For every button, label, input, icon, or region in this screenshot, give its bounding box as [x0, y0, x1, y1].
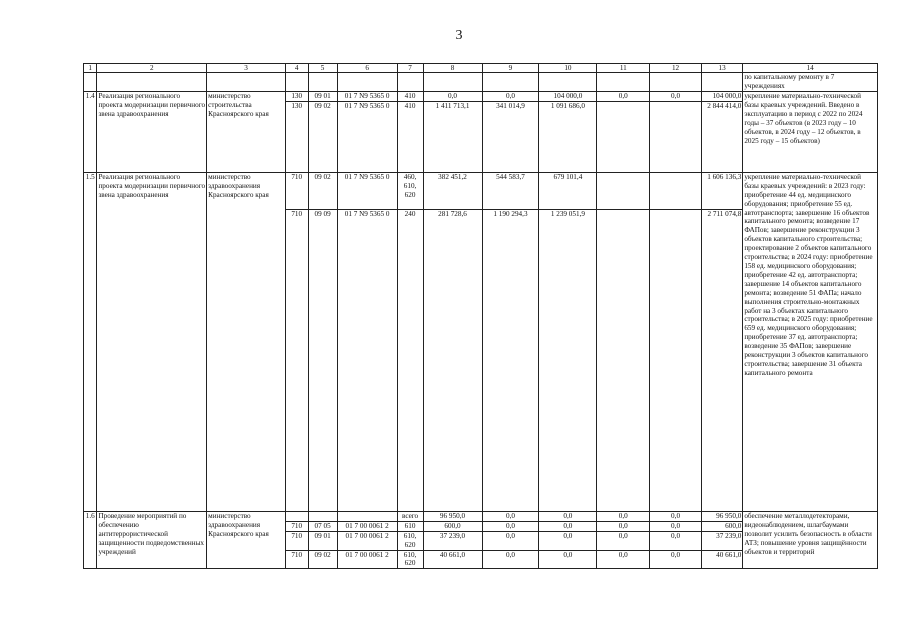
grbs-code: 130 — [285, 92, 308, 102]
amount-total: 96 950,0 — [701, 511, 742, 521]
grbs-code: 130 — [285, 101, 308, 172]
amount-year4: 0,0 — [597, 521, 650, 531]
amount-total: 1 606 136,3 — [701, 172, 742, 209]
row-number: 1.4 — [84, 92, 97, 173]
rzpr-code: 09 01 — [308, 531, 337, 550]
amount-year2: 341 014,9 — [482, 101, 539, 172]
csr-code: 01 7 00 0061 2 — [337, 521, 397, 531]
amount-year5: 0,0 — [650, 511, 702, 521]
amount-year3: 679 101,4 — [539, 172, 597, 209]
grbs-code: 710 — [285, 531, 308, 550]
header-cell: 4 — [285, 64, 308, 73]
amount-year3: 0,0 — [539, 511, 597, 521]
rzpr-code: 09 09 — [308, 209, 337, 511]
csr-code: 01 7 N9 5365 0 — [337, 101, 397, 172]
vr-code: 610, 620 — [397, 531, 423, 550]
amount-year5: 0,0 — [650, 550, 702, 569]
amount-year1: 40 661,0 — [423, 550, 482, 569]
amount-year4: 0,0 — [597, 531, 650, 550]
amount-total: 104 000,0 — [701, 92, 742, 102]
grbs-code: 710 — [285, 550, 308, 569]
amount-year3: 104 000,0 — [539, 92, 597, 102]
amount-total: 40 661,0 — [701, 550, 742, 569]
amount-year1: 1 411 713,1 — [423, 101, 482, 172]
description-cell: обеспечение металлодетекторами, видеонаблюдением, шлагбаумами позволит усилить безопасность в области АТЗ; повышение уровня защищённости объектов и территорий — [743, 511, 878, 568]
grbs-code: 710 — [285, 209, 308, 511]
amount-total: 2 711 074,8 — [701, 209, 742, 511]
amount-year2: 0,0 — [482, 550, 539, 569]
measure-name: Проведение мероприятий по обеспечению антитеррористической защищенности подведомственных учреждений — [97, 511, 207, 568]
header-row — [84, 64, 878, 73]
amount-year3: 1 091 686,0 — [539, 101, 597, 172]
header-cell: 5 — [308, 64, 337, 73]
csr-code: 01 7 N9 5365 0 — [337, 209, 397, 511]
executor: министерство строительства Красноярского края — [207, 92, 286, 173]
amount-year4: 0,0 — [597, 550, 650, 569]
amount-year5: 0,0 — [650, 531, 702, 550]
amount-year2: 544 583,7 — [482, 172, 539, 209]
header-cell: 14 — [743, 64, 878, 73]
amount-year1: 96 950,0 — [423, 511, 482, 521]
rzpr-code: 09 02 — [308, 172, 337, 209]
grbs-code: 710 — [285, 172, 308, 209]
amount-year4: 0,0 — [597, 92, 650, 102]
amount-year3: 0,0 — [539, 521, 597, 531]
measure-name: Реализация регионального проекта модернизации первичного звена здравоохранения — [97, 172, 207, 511]
vr-code: 610 — [397, 521, 423, 531]
vr-code: 460, 610, 620 — [397, 172, 423, 209]
executor: министерство здравоохранения Красноярского края — [207, 172, 286, 511]
table-row — [84, 73, 878, 92]
amount-total: 600,0 — [701, 521, 742, 531]
amount-year4: 0,0 — [597, 511, 650, 521]
vr-code: 240 — [397, 209, 423, 511]
header-cell: 1 — [84, 64, 97, 73]
amount-year3: 0,0 — [539, 550, 597, 569]
program-table — [83, 63, 878, 569]
amount-year2: 1 190 294,3 — [482, 209, 539, 511]
table-row — [84, 172, 878, 209]
row-number: 1.6 — [84, 511, 97, 568]
executor: министерство здравоохранения Красноярского края — [207, 511, 286, 568]
csr-code: 01 7 00 0061 2 — [337, 531, 397, 550]
vr-code: 610, 620 — [397, 550, 423, 569]
description-cell: по капитальному ремонту в 7 учреждениях — [743, 73, 878, 92]
rzpr-code: 09 01 — [308, 92, 337, 102]
amount-year2: 0,0 — [482, 511, 539, 521]
amount-year1: 37 239,0 — [423, 531, 482, 550]
description-cell: укрепление материально-технической базы краевых учреждений. Введено в эксплуатацию в период с 2022 по 2024 годы – 37 объектов (в 2023 году – 10 объектов, в 2024 году – 12 объектов, в 2025 году – 15 объектов) — [743, 92, 878, 173]
amount-year1: 0,0 — [423, 92, 482, 102]
header-cell: 9 — [482, 64, 539, 73]
table-row — [84, 92, 878, 102]
page-number: 3 — [455, 28, 463, 43]
header-cell: 6 — [337, 64, 397, 73]
header-cell: 11 — [597, 64, 650, 73]
header-cell: 10 — [539, 64, 597, 73]
amount-year3: 0,0 — [539, 531, 597, 550]
amount-year1: 600,0 — [423, 521, 482, 531]
header-cell: 13 — [701, 64, 742, 73]
amount-total: 37 239,0 — [701, 531, 742, 550]
amount-year2: 0,0 — [482, 521, 539, 531]
header-cell: 12 — [650, 64, 702, 73]
grbs-code: 710 — [285, 521, 308, 531]
rzpr-code: 09 02 — [308, 101, 337, 172]
vr-code: всего — [397, 511, 423, 521]
rzpr-code: 09 02 — [308, 550, 337, 569]
table-row — [84, 511, 878, 521]
amount-year5: 0,0 — [650, 92, 702, 102]
header-cell: 2 — [97, 64, 207, 73]
csr-code: 01 7 N9 5365 0 — [337, 172, 397, 209]
header-cell: 3 — [207, 64, 286, 73]
amount-year3: 1 239 051,9 — [539, 209, 597, 511]
vr-code: 410 — [397, 101, 423, 172]
rzpr-code: 07 05 — [308, 521, 337, 531]
vr-code: 410 — [397, 92, 423, 102]
amount-year2: 0,0 — [482, 531, 539, 550]
csr-code: 01 7 00 0061 2 — [337, 550, 397, 569]
amount-year2: 0,0 — [482, 92, 539, 102]
amount-year1: 281 728,6 — [423, 209, 482, 511]
amount-total: 2 844 414,0 — [701, 101, 742, 172]
amount-year5: 0,0 — [650, 521, 702, 531]
measure-name: Реализация регионального проекта модернизации первичного звена здравоохранения — [97, 92, 207, 173]
header-cell: 7 — [397, 64, 423, 73]
header-cell: 8 — [423, 64, 482, 73]
row-number: 1.5 — [84, 172, 97, 511]
amount-year1: 382 451,2 — [423, 172, 482, 209]
description-cell: укрепление материально-технической базы краевых учреждений: в 2023 году: приобретение 44 ед. медицинского оборудования; приобретение 55 ед. автотранспорта; завершение 16 объектов капитального ремонта; возведение 17 ФАПов; завершение реконструкции 3 объектов капитального строительства; проектирование 2 объектов капитального строительства; в 2024 году: приобретение 158 ед. медицинского оборудования; приобретение 42 ед. автотранспорта; завершение 14 объектов капитального ремонта; возведение 51 ФАПа; начало выполнения строительно-монтажных работ на 3 объектах капитального строительства; в 2025 году: приобретение 659 ед. медицинского оборудования; приобретение 37 ед. автотранспорта; возведение 35 ФАПов; завершение реконструкции 3 объектов капитального строительства; завершение 31 объекта капитального ремонта — [743, 172, 878, 511]
csr-code: 01 7 N9 5365 0 — [337, 92, 397, 102]
